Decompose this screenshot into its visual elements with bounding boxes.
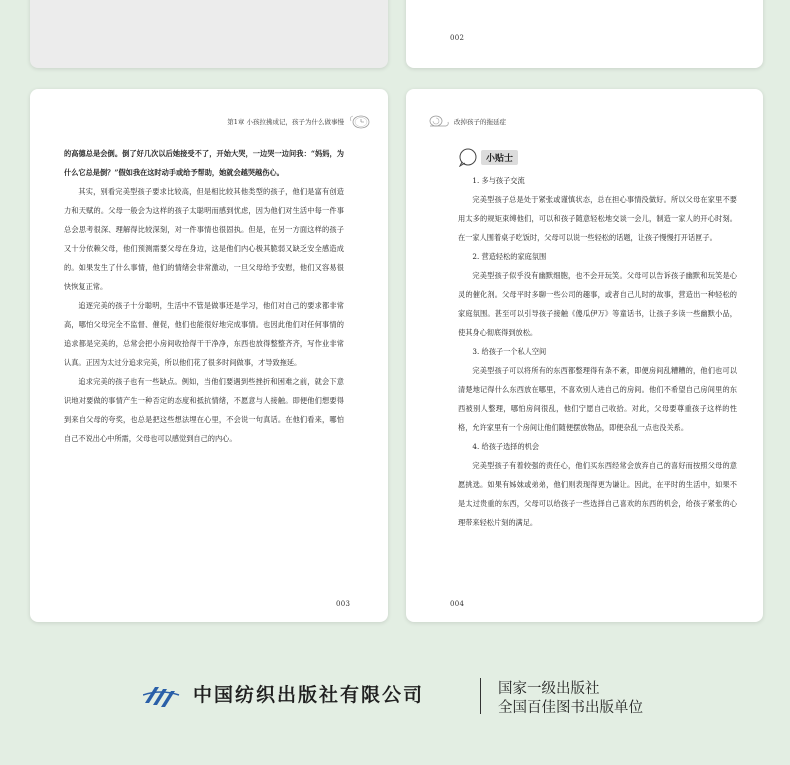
clock-icon bbox=[348, 113, 372, 129]
book-page-right bbox=[406, 89, 763, 622]
paragraph: 追逐完美的孩子十分聪明，生活中不管是做事还是学习，他们对自己的要求都非常高，哪怕父母完全不监督、催促，他们也能很好地完成事情。也因此他们对任何事情的追求都是完美的，总常会把小房间收拾得干干净净，东西也放得整整齐齐，写作业非常认真。正因为太过分追求完美，所以他们花了很多时间做事，才导致拖延。 bbox=[64, 301, 344, 367]
page-number: 002 bbox=[450, 34, 465, 42]
section-text: 完美型孩子有着较强的责任心，他们买东西经常会放弃自己的喜好而按照父母的意愿挑选。如果有姊妹或弟弟，他们则表现得更为谦让。因此，在平时的生活中，如果不是太过贵重的东西，父母可以给孩子一些选择自己喜欢的东西的机会，给孩子紧张的心理带来轻松片刻的满足。 bbox=[458, 461, 737, 527]
paragraph: 的高德总是会倒。倒了好几次以后她接受不了，开始大哭，一边哭一边问我：“妈妈，为什么它总是倒？”假如我在这时动手或给予帮助，她就会越哭越伤心。 bbox=[64, 149, 344, 177]
section-heading: 3. 给孩子一个私人空间 bbox=[472, 347, 547, 356]
running-head bbox=[227, 113, 372, 129]
tip-title: 小贴士 bbox=[481, 150, 518, 165]
section-heading: 4. 给孩子选择的机会 bbox=[472, 442, 540, 451]
footer-divider bbox=[480, 678, 481, 714]
section-text: 完美型孩子似乎没有幽默细胞，也不会开玩笑。父母可以告诉孩子幽默和玩笑是心灵的催化剂。父母平时多聊一些公司的趣事，或者自己儿时的故事，营造出一种轻松的家庭氛围。甚至可以引导孩子接触《傻瓜伊万》等童话书，让孩子多读一些幽默小品，使其身心彻底得到放松。 bbox=[458, 271, 737, 337]
page-number: 003 bbox=[336, 600, 351, 608]
tip-header bbox=[458, 147, 518, 167]
running-head bbox=[426, 113, 506, 129]
page-body bbox=[64, 144, 344, 448]
previous-page-left bbox=[30, 0, 388, 68]
publisher-logo-icon bbox=[143, 681, 181, 711]
section-text: 完美型孩子总是处于紧张或谨慎状态，总在担心事情没做好。所以父母在家里不要用太多的规矩束缚他们，可以和孩子随意轻松地交谈一会儿，制造一家人的开心时刻。在一家人围着桌子吃饭时，父母可以说一些轻松的话题，让孩子慢慢打开话匣子。 bbox=[458, 195, 737, 242]
section-heading: 1. 多与孩子交流 bbox=[472, 176, 525, 185]
previous-page-right bbox=[406, 0, 763, 68]
paragraph: 追求完美的孩子也有一些缺点。例如，当他们要遇到些挫折和困难之前，就会下意识地对要做的事情产生一种否定的态度和抵抗情绪，不愿意与人接触。即便他们想要得到来自父母的夸奖，也总是把这些想法埋在心里，不会说一句真话。在他们看来，哪怕自己不说出心中所需，父母也可以感觉到自己的内心。 bbox=[64, 377, 344, 443]
book-page-left bbox=[30, 89, 388, 622]
section-heading: 2. 营造轻松的家庭氛围 bbox=[472, 252, 547, 261]
running-head-text: 改掉孩子的拖延症 bbox=[454, 117, 506, 126]
tip-body bbox=[458, 171, 737, 532]
page-number: 004 bbox=[450, 600, 465, 608]
publisher-slogan-line1: 国家一级出版社 bbox=[498, 681, 600, 697]
section-text: 完美型孩子可以将所有的东西都整理得有条不紊，即便房间乱糟糟的，他们也可以清楚地记得什么东西放在哪里，不喜欢别人进自己的房间。他们不希望自己房间里的东西被别人整理，哪怕房间很乱，他们宁愿自己收拾。对此，父母要尊重孩子这样的性格，允许家里有一个房间让他们随便摆放物品，即便杂乱一点也没关系。 bbox=[458, 366, 737, 432]
publisher-name: 中国纺织出版社有限公司 bbox=[193, 684, 425, 706]
publisher-slogan-line2: 全国百佳图书出版单位 bbox=[498, 700, 643, 716]
snail-icon bbox=[426, 113, 450, 129]
paragraph: 其实，别看完美型孩子要求比较高，但是相比较其他类型的孩子，他们是富有创造力和天赋的。父母一般会为这样的孩子太聪明而感到忧虑，因为他们对生活中每一件事总会思考很深、理解得比较深刻，对一件事情也很固执。但是，在另一方面这样的孩子又十分依赖父母，他们预测需要父母在身边，这是他们内心极其脆弱又缺乏安全感造成的。如果发生了什么事情，他们的情绪会非常激动，一旦父母给予安慰，他们又容易很快恢复正常。 bbox=[64, 187, 344, 291]
speech-bubble-icon bbox=[458, 147, 478, 167]
running-head-text: 第1章 小孩拉拂成记，孩子为什么做事慢 bbox=[227, 117, 344, 126]
